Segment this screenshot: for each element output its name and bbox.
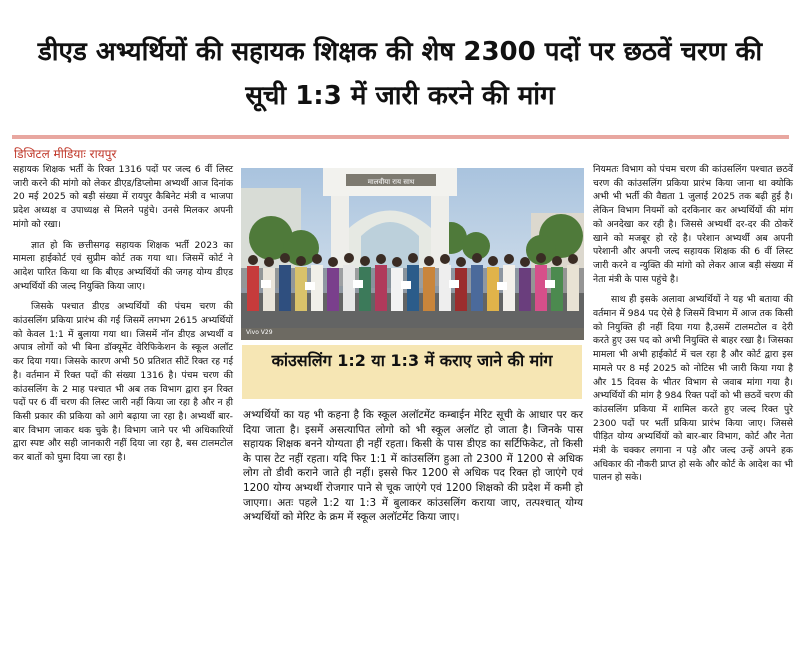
middle-column — [243, 408, 583, 532]
headline — [0, 30, 800, 118]
protest-group-photo — [241, 168, 584, 340]
headline-line-2: सूची 1:3 में जारी करने की मांग — [245, 81, 555, 111]
byline: डिजिटल मीडियाः रायपुर — [14, 147, 117, 161]
photo-watermark: Vivo V29 — [246, 329, 273, 336]
right-column — [593, 163, 793, 492]
news-photo — [241, 168, 584, 340]
paragraph: जिसके पश्चात डीएड अभ्यर्थियों की पंचम चरण की कांउसलिंग प्रकिया प्रारंभ की गई जिसमें लगभग 2615 अभ्यर्थियों को केवल 1:1 में बुलाया गया था। जिसमें नॉन डीएड अभ्यर्थी व अपात्र लोगों को भी बिना डॉक्यूमेंट वेरिफिकेशन के स्कूल अलॉट कर दिया गया। जिसके कारण अभी 50 प्रतिशत सीटें रिक्त रह गई है। वर्तमान में रिक्त पदों की संख्या 1316 है। पंचम चरण की कांउसलिंग के 2 माह पश्चात भी अब तक विभाग द्वारा इन रिक्त पदों पर 6 वीं चरण की लिस्ट जारी नहीं किया जा रहा है और न ही किसी प्रकार की प्रकिया को आगे बढ़ाया जा रहा है। अभ्यर्थी बार-बार विभाग जाकर थक चुके है। विभाग जाने पर भी अधिकारियों द्वारा स्पष्ट और सही जानकारी नहीं दिया जा रहा है, बस टालमटोल कर बातों को घुमा दिया जा रहा है। — [13, 301, 233, 464]
gate-sign-text: मालवीया राय साथ — [367, 178, 415, 186]
subheading: कांउसलिंग 1:2 या 1:3 में कराए जाने की मांग — [242, 345, 582, 399]
paragraph: अभ्यर्थियों का यह भी कहना है कि स्कूल अलॉटमेंट कम्बाईन मेरिट सूची के आधार पर कर दिया जाता है। इसमें असत्यापित लोगो को भी स्कूल अलॉट हो जाता है। जिनके पास सहायक शिक्षक बनने योग्यता ही नहीं रहता। किसी के पास डीएड का सर्टिफिकेट, तो किसी के पास टेट नहीं रहता। यदि फिर 1:1 में कांउसलिंग हुआ तो 2300 में 1200 से अधिक लोग तो डीवी कराने जाते ही नहीं। इससे फिर 1200 से अधिक पद रिक्त हो जाएंगे एवं 1200 योग्य अभ्यर्थी रोजगार पाने से चूक जाएंगे एवं 1200 शिक्षको की प्रदेश में कमी हो जाएगा। अतः पहले 1:2 या 1:3 में बुलाकर कांउसलिंग कराया जाए, तत्पश्चात् योग्य अभ्यर्थियों को मेरिट के क्रम में स्कूल अलॉटमेंट किया जाए। — [243, 409, 583, 524]
paragraph: ज्ञात हो कि छत्तीसगढ़ सहायक शिक्षक भर्ती 2023 का मामला हाईकोर्ट एवं सुप्रीम कोर्ट तक गया था। जिसमें कोर्ट ने आदेश पारित किया था कि बीएड अभ्यर्थियों की जगह योग्य डीएड अभ्यर्थियों की जल्द नियुक्ति किया जाए। — [13, 239, 233, 292]
headline-line-1: डीएड अभ्यर्थियों की सहायक शिक्षक की शेष 2300 पदों पर छठवें चरण की — [37, 37, 763, 67]
left-column — [13, 163, 233, 472]
divider — [12, 135, 789, 139]
paragraph: सहायक शिक्षक भर्ती के रिक्त 1316 पदों पर जल्द 6 वीं लिस्ट जारी करने की मांगो को लेकर डीएड/डिप्लोमा अभ्यर्थी आज दिनांक 20 मई 2025 को बड़ी संख्या में रायपुर कैबिनेट मंत्री व भाजपा प्रदेश अध्यक्ष व उपाध्यक्ष से मिलने पहुंचे। उनसे मिलकर अपनी मांगो को रखा। — [13, 164, 233, 230]
paragraph: नियमतः विभाग को पंचम चरण की कांउसलिंग पश्चात छठवें चरण की कांउसलिंग प्रकिया प्रारंभ किया जाना था क्योकि अभी भी भर्ती की वैद्यता 1 जुलाई 2025 तक बढ़ी हुई है। लेकिन विभाग नियमों को दरकिनार कर अभ्यर्थियों की मांग को अनदेखा कर रही है। जिससे अभ्यर्थी दर-दर की ठोकरें खाने को मजबूर हो रहे है। परेशान अभ्यर्थी अब अपनी परेशानी और अपनी जल्द सहायक शिक्षक की 6 वीं लिस्ट जारी करने व न्युक्ति की मांगो को लेकर आज बड़ी संख्या में नेता मंत्री के पास पहुंचे है। — [593, 164, 793, 285]
paragraph: साथ ही इसके अलावा अभ्यर्थियों ने यह भी बताया की वर्तमान में 984 पद ऐसे है जिसमें विभाग में आज तक किसी को नियुक्ति ही नहीं दिया गया है,उसमें टालमटोल व देरी करते हुए उस पद को अभी नियुक्ति से बाहर रखा है। जिसका मामला भी अभी हाईकोर्ट में चल रहा है और कोर्ट द्वारा इस मामले पर 8 मई 2025 को नोटिस भी जारी किया गया है और 15 दिवस के भीतर विभाग से जवाब मांगा गया है। अभ्यर्थियों की मांग है 984 रिक्त पदों को भी छठवें चरण की कांउसलिंग प्रकिया में शामिल करते हुए जल्द रिक्त पुरे 2300 पदों पर भर्ती प्रकिया प्रारंभ किया जाए। जिससे पीड़ित योग्य अभ्यर्थियों को बार-बार विभाग, कोर्ट और नेता मंत्री के चक्कर लगाना न पड़े और जल्द उन्हें अपने हक अधिकार की नौकरी प्राप्त हो सके और कोर्ट के आदेश का भी पालन हो सके। — [593, 294, 793, 484]
